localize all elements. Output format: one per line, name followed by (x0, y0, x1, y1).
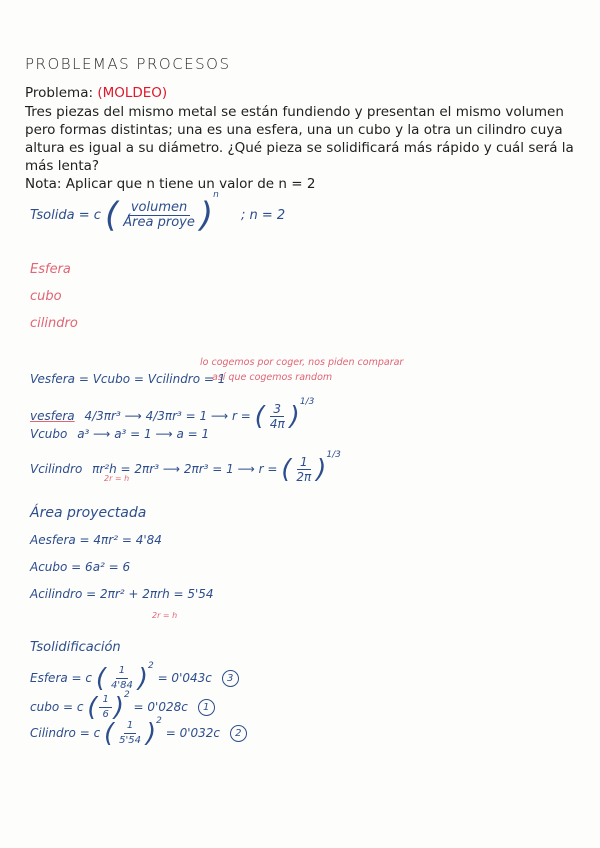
vesfera-exp: 1/3 (299, 397, 315, 407)
solid-row-cubo: cubo = c ( $\frac{1}{6}$ )$^2$ = 0'028c 1 (30, 690, 215, 722)
volume-cubo-row (30, 427, 209, 441)
solid-cilindro-den: 5'54 (119, 735, 141, 746)
shape-cubo: cubo (30, 289, 62, 304)
problem-statement (25, 103, 585, 193)
formula-den: Área proye (123, 215, 195, 230)
vesfera-den: 4π (269, 417, 285, 431)
solid-cubo-result: = 0'028c (133, 700, 188, 714)
vcilindro-exp: 1/3 (326, 450, 341, 460)
vcilindro-label: Vcilindro (30, 462, 83, 476)
solid-cilindro-label: Cilindro = c (30, 726, 101, 740)
area-note: 2r = h (152, 611, 178, 620)
problem-header (25, 85, 167, 101)
problem-label: Problema: (25, 85, 94, 101)
solid-cilindro-exp: 2 (156, 716, 162, 726)
shape-esfera: Esfera (30, 262, 71, 277)
main-formula: Tsolida = c ( $\frac{\text{volumen}}{\text{Área proye}}$ )$^n$ ; n = 2 (30, 190, 286, 236)
problem-text: Tres piezas del mismo metal se están fundiendo y presentan el mismo volumen pero formas distintas; una es una esfera, una un cubo y la otra un cilindro cuya altura es igual a su diámetro. ¿Qué pieza se solidificará más rápido y cuál será la más lenta? (25, 104, 574, 174)
rank-badge-esfera: 3 (222, 670, 239, 687)
volume-equality: Vesfera = Vcubo = Vcilindro = 1 (30, 372, 226, 386)
formula-cond: ; n = 2 (240, 208, 286, 223)
vcilindro-note: 2r = h (104, 474, 130, 483)
formula-lhs: Tsolida = c (30, 208, 101, 223)
solid-esfera-exp: 2 (148, 661, 154, 671)
solid-esfera-num: 1 (116, 664, 128, 679)
area-heading: Área proyectada (30, 505, 147, 521)
solid-cubo-label: cubo = c (30, 700, 84, 714)
solid-esfera-den: 4'84 (111, 680, 133, 691)
area-esfera: Aesfera = 4πr² = 4'84 (30, 533, 162, 547)
solid-cubo-num: 1 (99, 693, 111, 708)
solid-esfera-result: = 0'043c (157, 671, 212, 685)
vcilindro-expr: πr²h = 2πr³ ⟶ 2πr³ = 1 ⟶ r = (92, 462, 278, 476)
vcilindro-num: 1 (297, 455, 311, 470)
area-cilindro: Acilindro = 2πr² + 2πrh = 5'54 (30, 587, 214, 601)
vcubo-label: Vcubo (30, 427, 68, 441)
volume-cilindro-row: Vcilindro πr²h = 2πr³ ⟶ 2πr³ = 1 ⟶ r = ( $\frac{1}{2\pi}$ )$^{1/3}$ (30, 450, 341, 485)
formula-num: volumen (128, 201, 190, 216)
vesfera-expr: 4/3πr³ ⟶ 4/3πr³ = 1 ⟶ r = (84, 409, 251, 423)
annotation-line-1: lo cogemos por coger, nos piden comparar (200, 357, 404, 368)
shape-cilindro: cilindro (30, 316, 78, 331)
page-title: PROBLEMAS PROCESOS (25, 55, 231, 73)
annotation-line-2: así que cogemos random (212, 372, 333, 383)
solid-cilindro-num: 1 (124, 719, 136, 734)
area-cubo: Acubo = 6a² = 6 (30, 560, 131, 574)
solid-cilindro-result: = 0'032c (165, 726, 221, 740)
vesfera-num: 3 (270, 402, 284, 417)
solid-heading: Tsolidificación (30, 640, 121, 655)
problem-note: Nota: Aplicar que n tiene un valor de n = 2 (25, 176, 316, 192)
solid-row-cilindro: Cilindro = c ( $\frac{1}{5'54}$ )$^2$ = 0'032c 2 (30, 716, 247, 748)
volume-esfera-row: vesfera 4/3πr³ ⟶ 4/3πr³ = 1 ⟶ r = ( $\frac{3}{4\pi}$ )$^{1/3}$ (30, 397, 315, 432)
solid-row-esfera: Esfera = c ( $\frac{1}{4'84}$ )$^2$ = 0'043c 3 (30, 661, 239, 693)
solid-esfera-label: Esfera = c (30, 671, 93, 685)
problem-tag: (MOLDEO) (97, 85, 168, 101)
solid-cubo-den: 6 (102, 709, 109, 720)
formula-exp: n (213, 190, 219, 200)
vcubo-expr: a³ ⟶ a³ = 1 ⟶ a = 1 (77, 427, 210, 441)
vcilindro-den: 2π (296, 470, 312, 484)
vesfera-label: vesfera (30, 409, 75, 423)
rank-badge-cubo: 1 (198, 699, 215, 716)
solid-cubo-exp: 2 (123, 690, 130, 700)
rank-badge-cilindro: 2 (230, 725, 247, 742)
